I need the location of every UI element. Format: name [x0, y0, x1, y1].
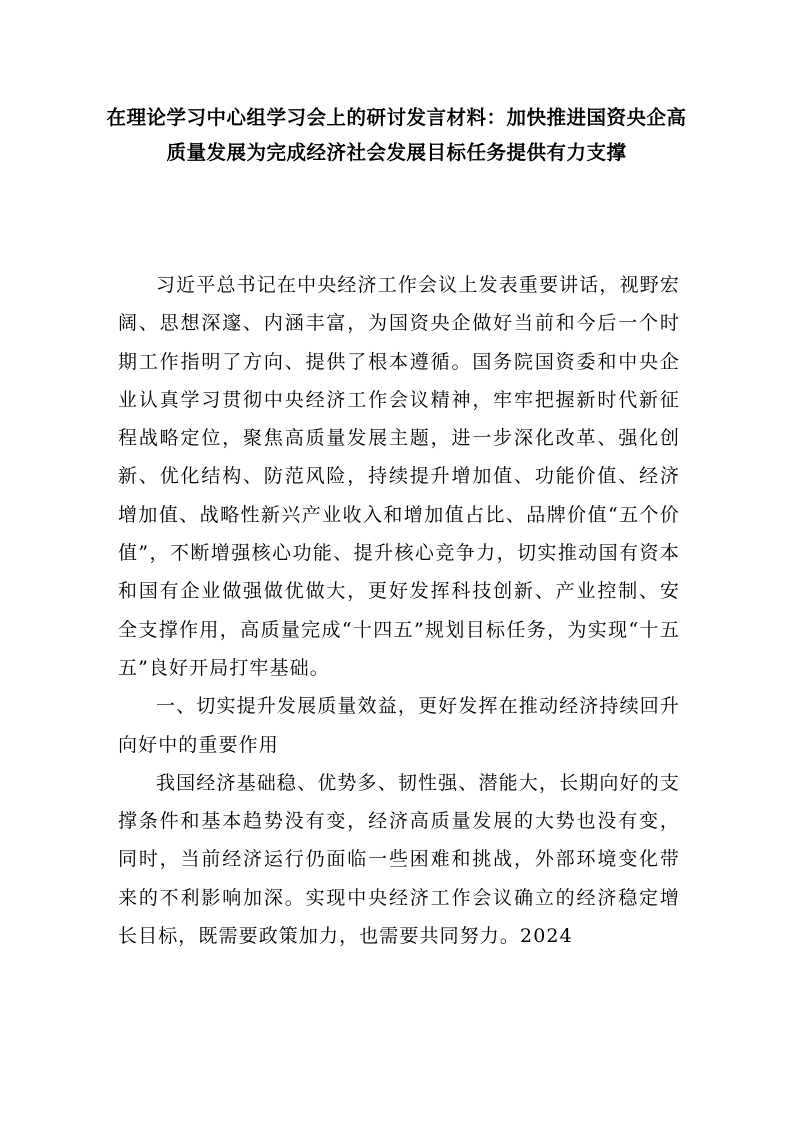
paragraph-section-1: 我国经济基础稳、优势多、韧性强、潜能大，长期向好的支撑条件和基本趋势没有变，经济高质量发展的大势也没有变，同时，当前经济运行仍面临一些困难和挑战，外部环境变化带来的不利影响加深。实现中央经济工作会议确立的经济稳定增长目标，既需要政策加力，也需要共同努力。2024: [118, 771, 680, 948]
paragraph-intro: 习近平总书记在中央经济工作会议上发表重要讲话，视野宏阔、思想深邃、内涵丰富，为国资央企做好当前和今后一个时期工作指明了方向、提供了根本遵循。国务院国资委和中央企业认真学习贯彻中央经济工作会议精神，牢牢把握新时代新征程战略定位，聚焦高质量发展主题，进一步深化改革、强化创新、优化结构、防范风险，持续提升增加值、功能价值、经济增加值、战略性新兴产业收入和增加值占比、品牌价值“五个价值”，不断增强核心功能、提升核心竞争力，切实推动国有资本和国有企业做强做优做大，更好发挥科技创新、产业控制、安全支撑作用，高质量完成“十四五”规划目标任务，为实现“十五五”良好开局打牢基础。: [118, 274, 680, 679]
document-body: [118, 266, 680, 955]
section-heading-1: 一、切实提升发展质量效益，更好发挥在推动经济持续回升向好中的重要作用: [118, 695, 680, 756]
document-title: 在理论学习中心组学习会上的研讨发言材料：加快推进国资央企高质量发展为完成经济社会发展目标任务提供有力支撑: [106, 106, 687, 164]
